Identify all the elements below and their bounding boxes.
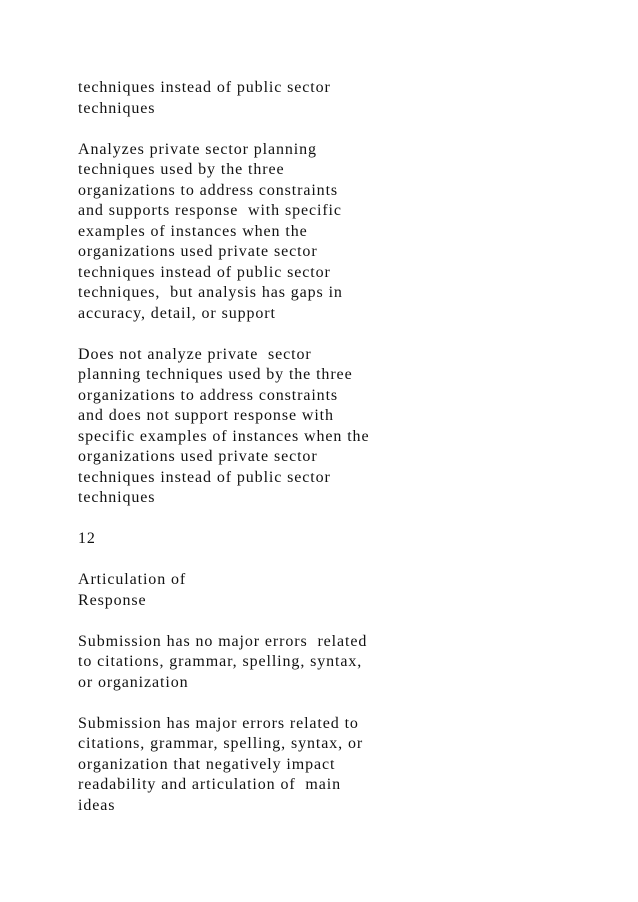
- text-line: specific examples of instances when the: [78, 427, 370, 445]
- text-line: and does not support response with: [78, 407, 334, 424]
- text-line: techniques instead of public sector: [78, 79, 331, 96]
- text-line: Articulation of: [78, 571, 187, 588]
- text-line: citations, grammar, spelling, syntax, or: [78, 735, 364, 752]
- paragraph-does-not-analyze: [78, 345, 598, 509]
- text-line: organizations to address constraints: [78, 386, 339, 404]
- text-line: organizations to address constraints: [78, 181, 339, 199]
- text-line: or organization: [78, 673, 189, 691]
- text-line: to citations, grammar, spelling, syntax,: [78, 653, 363, 670]
- paragraph-techniques-continuation: [78, 78, 598, 119]
- text-line: planning techniques used by the three: [78, 366, 353, 383]
- text-line: Response: [78, 591, 147, 609]
- text-line: organization that negatively impact: [78, 755, 336, 773]
- text-line: Submission has no major errors related: [78, 632, 368, 650]
- text-line: techniques used by the three: [78, 161, 285, 178]
- text-line: techniques: [78, 489, 156, 506]
- text-line: Submission has major errors related to: [78, 714, 359, 732]
- paragraph-criterion-title: [78, 570, 598, 611]
- text-line: ideas: [78, 796, 116, 814]
- paragraph-analyzes-with-gaps: [78, 140, 598, 325]
- text-line: organizations used private sector: [78, 243, 318, 260]
- text-line: and supports response with specific: [78, 202, 342, 219]
- paragraph-major-errors: [78, 714, 598, 817]
- text-line: organizations used private sector: [78, 448, 318, 465]
- text-line: examples of instances when the: [78, 222, 308, 240]
- text-line: techniques: [78, 99, 156, 117]
- document-body: [78, 78, 598, 837]
- text-line: readability and articulation of main: [78, 776, 341, 793]
- text-line: accuracy, detail, or support: [78, 304, 276, 322]
- text-line: Analyzes private sector planning: [78, 140, 317, 158]
- text-line: techniques instead of public sector: [78, 263, 331, 281]
- text-line: techniques, but analysis has gaps in: [78, 284, 343, 301]
- paragraph-no-major-errors: [78, 632, 598, 694]
- points-value: 12: [78, 530, 96, 547]
- paragraph-points-value: [78, 529, 598, 550]
- text-line: techniques instead of public sector: [78, 468, 331, 486]
- text-line: Does not analyze private sector: [78, 345, 312, 363]
